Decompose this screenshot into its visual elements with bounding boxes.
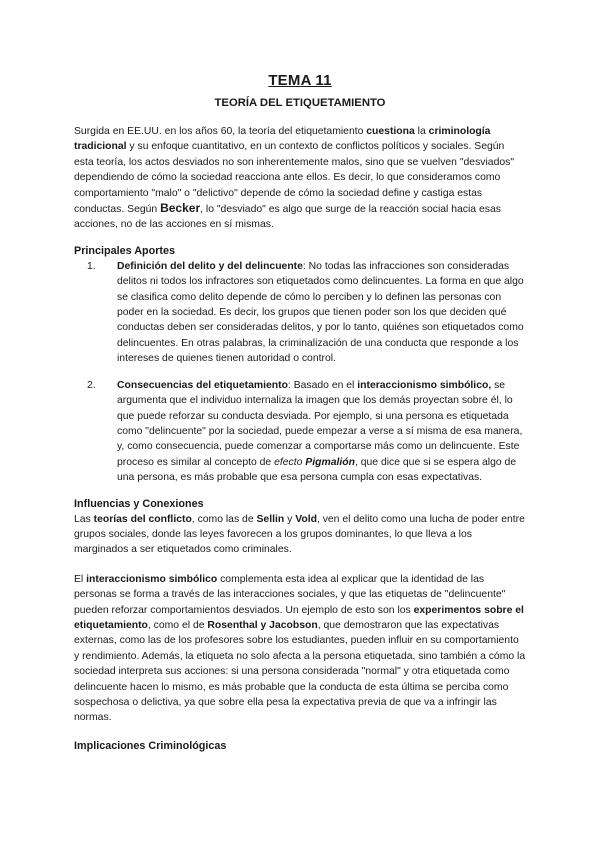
text-run: , que dice que si se espera algo de una persona, es más probable que esa persona cumpla con esas expectativas. xyxy=(117,456,517,484)
text-run: Las xyxy=(74,513,94,525)
page-subtitle: TEORÍA DEL ETIQUETAMIENTO xyxy=(214,97,386,109)
section-heading-aportes: Principales Aportes xyxy=(74,244,176,257)
text-run: , ven el delito como una lucha de poder entre grupos sociales, donde las leyes favorecen a los grupos dominantes, lo que lleva a los marginados a ser etiquetados como criminales. xyxy=(74,513,525,556)
bold-term: criminología tradicional xyxy=(74,126,491,153)
bold-term: experimentos sobre el etiquetamiento xyxy=(74,604,524,631)
influencias-paragraph-2 xyxy=(74,572,526,726)
bold-term: Vold xyxy=(295,513,317,525)
text-run: El xyxy=(74,573,87,585)
bold-term: Definición del delito y del delincuente xyxy=(117,260,303,272)
aportes-list xyxy=(74,259,526,486)
list-number: 2. xyxy=(87,379,96,391)
text-run: complementa esta idea al explicar que la identidad de las personas se forma a través de las interacciones sociales, y que las etiquetas de "delincuente" pueden reforzar comportamientos desviados. Un ejemplo de esto son los xyxy=(74,573,506,616)
page-title: TEMA 11 xyxy=(268,72,332,89)
bold-term: teorías del conflicto xyxy=(93,513,192,525)
text-run: , como el de xyxy=(147,619,208,631)
list-item xyxy=(74,378,526,486)
bold-term: Consecuencias del etiquetamiento xyxy=(117,379,288,391)
text-run: Surgida en EE.UU. en los años 60, la teoría del etiquetamiento xyxy=(74,126,367,137)
list-number: 1. xyxy=(87,260,96,272)
text-run: y xyxy=(284,513,296,525)
text-run: : No todas las infracciones son consideradas delitos ni todos los infractores son etiquetados como delincuentes. La forma en que algo se clasifica como delito depende de cómo lo perciben y lo definen las personas con poder en la sociedad. Es decir, los grupos que tienen poder son los que deciden qué conductas deben ser consideradas delitos, y por lo tanto, quiénes son etiquetados como delincuentes. En otras palabras, la criminalización de una conducta que responde a los intereses de quienes tienen autoridad o control. xyxy=(117,260,524,365)
influencias-paragraph-1 xyxy=(74,512,526,558)
bold-term: interaccionismo simbólico, xyxy=(357,379,492,391)
section-heading-influencias: Influencias y Conexiones xyxy=(74,497,204,510)
section-heading-implicaciones: Implicaciones Criminológicas xyxy=(74,739,227,752)
text-run: , que demostraron que las expectativas externas, como las de los profesores sobre los estudiantes, pueden influir en su comportamiento y rendimiento. Además, la etiqueta no solo afecta a la persona etiquetada, sino también a cómo la sociedad interpreta sus acciones: si una persona considerada "normal" y otra etiquetada como delincuente hacen lo mismo, es más probable que la conducta de esta última se perciba como sospechosa o delictiva, ya que sobre ella pesa la expectativa previa de que va a infringir las normas. xyxy=(74,619,526,724)
bold-term: cuestiona xyxy=(366,126,415,137)
bold-term: Becker xyxy=(160,201,201,216)
text-run: : Basado en el xyxy=(287,379,358,391)
list-item-text xyxy=(117,378,526,486)
text-run: , como las de xyxy=(191,513,257,525)
bold-term: Rosenthal y Jacobson xyxy=(207,619,318,631)
text-run: la xyxy=(414,126,429,137)
text-run: y su enfoque cuantitativo, en un contexto de conflictos políticos y sociales. Según esta teoría, los actos desviados no son inherentemente malos, sino que se vuelven "desviados" dependiendo de cómo la sociedad reacciona ante ellos. Es decir, lo que consideramos como comportamiento "malo" o "delictivo" depende de cómo la sociedad define y castiga estas conductas. Según xyxy=(74,141,515,216)
text-run: , lo "desviado" es algo que surge de la reacción social hacia esas acciones, no de las acciones en sí mismas. xyxy=(74,204,501,231)
list-item-text xyxy=(117,259,526,367)
bold-term: Sellin xyxy=(256,513,285,525)
text-run: se argumenta que el individuo internaliza la imagen que los demás proyectan sobre él, lo que puede reforzar su conducta desviada. Por ejemplo, si una persona es etiquetada como "delincuente" por la sociedad, puede empezar a verse a sí misma de esa manera, y, como consecuencia, puede comenzar a comportarse más como un delincuente. Este proceso es similar al concepto de xyxy=(117,379,523,468)
bold-term: interaccionismo simbólico xyxy=(86,573,218,585)
bold-italic-term: Pigmalión xyxy=(305,456,355,468)
intro-paragraph xyxy=(74,124,526,233)
list-item xyxy=(74,259,526,367)
italic-term: efecto xyxy=(274,456,303,468)
